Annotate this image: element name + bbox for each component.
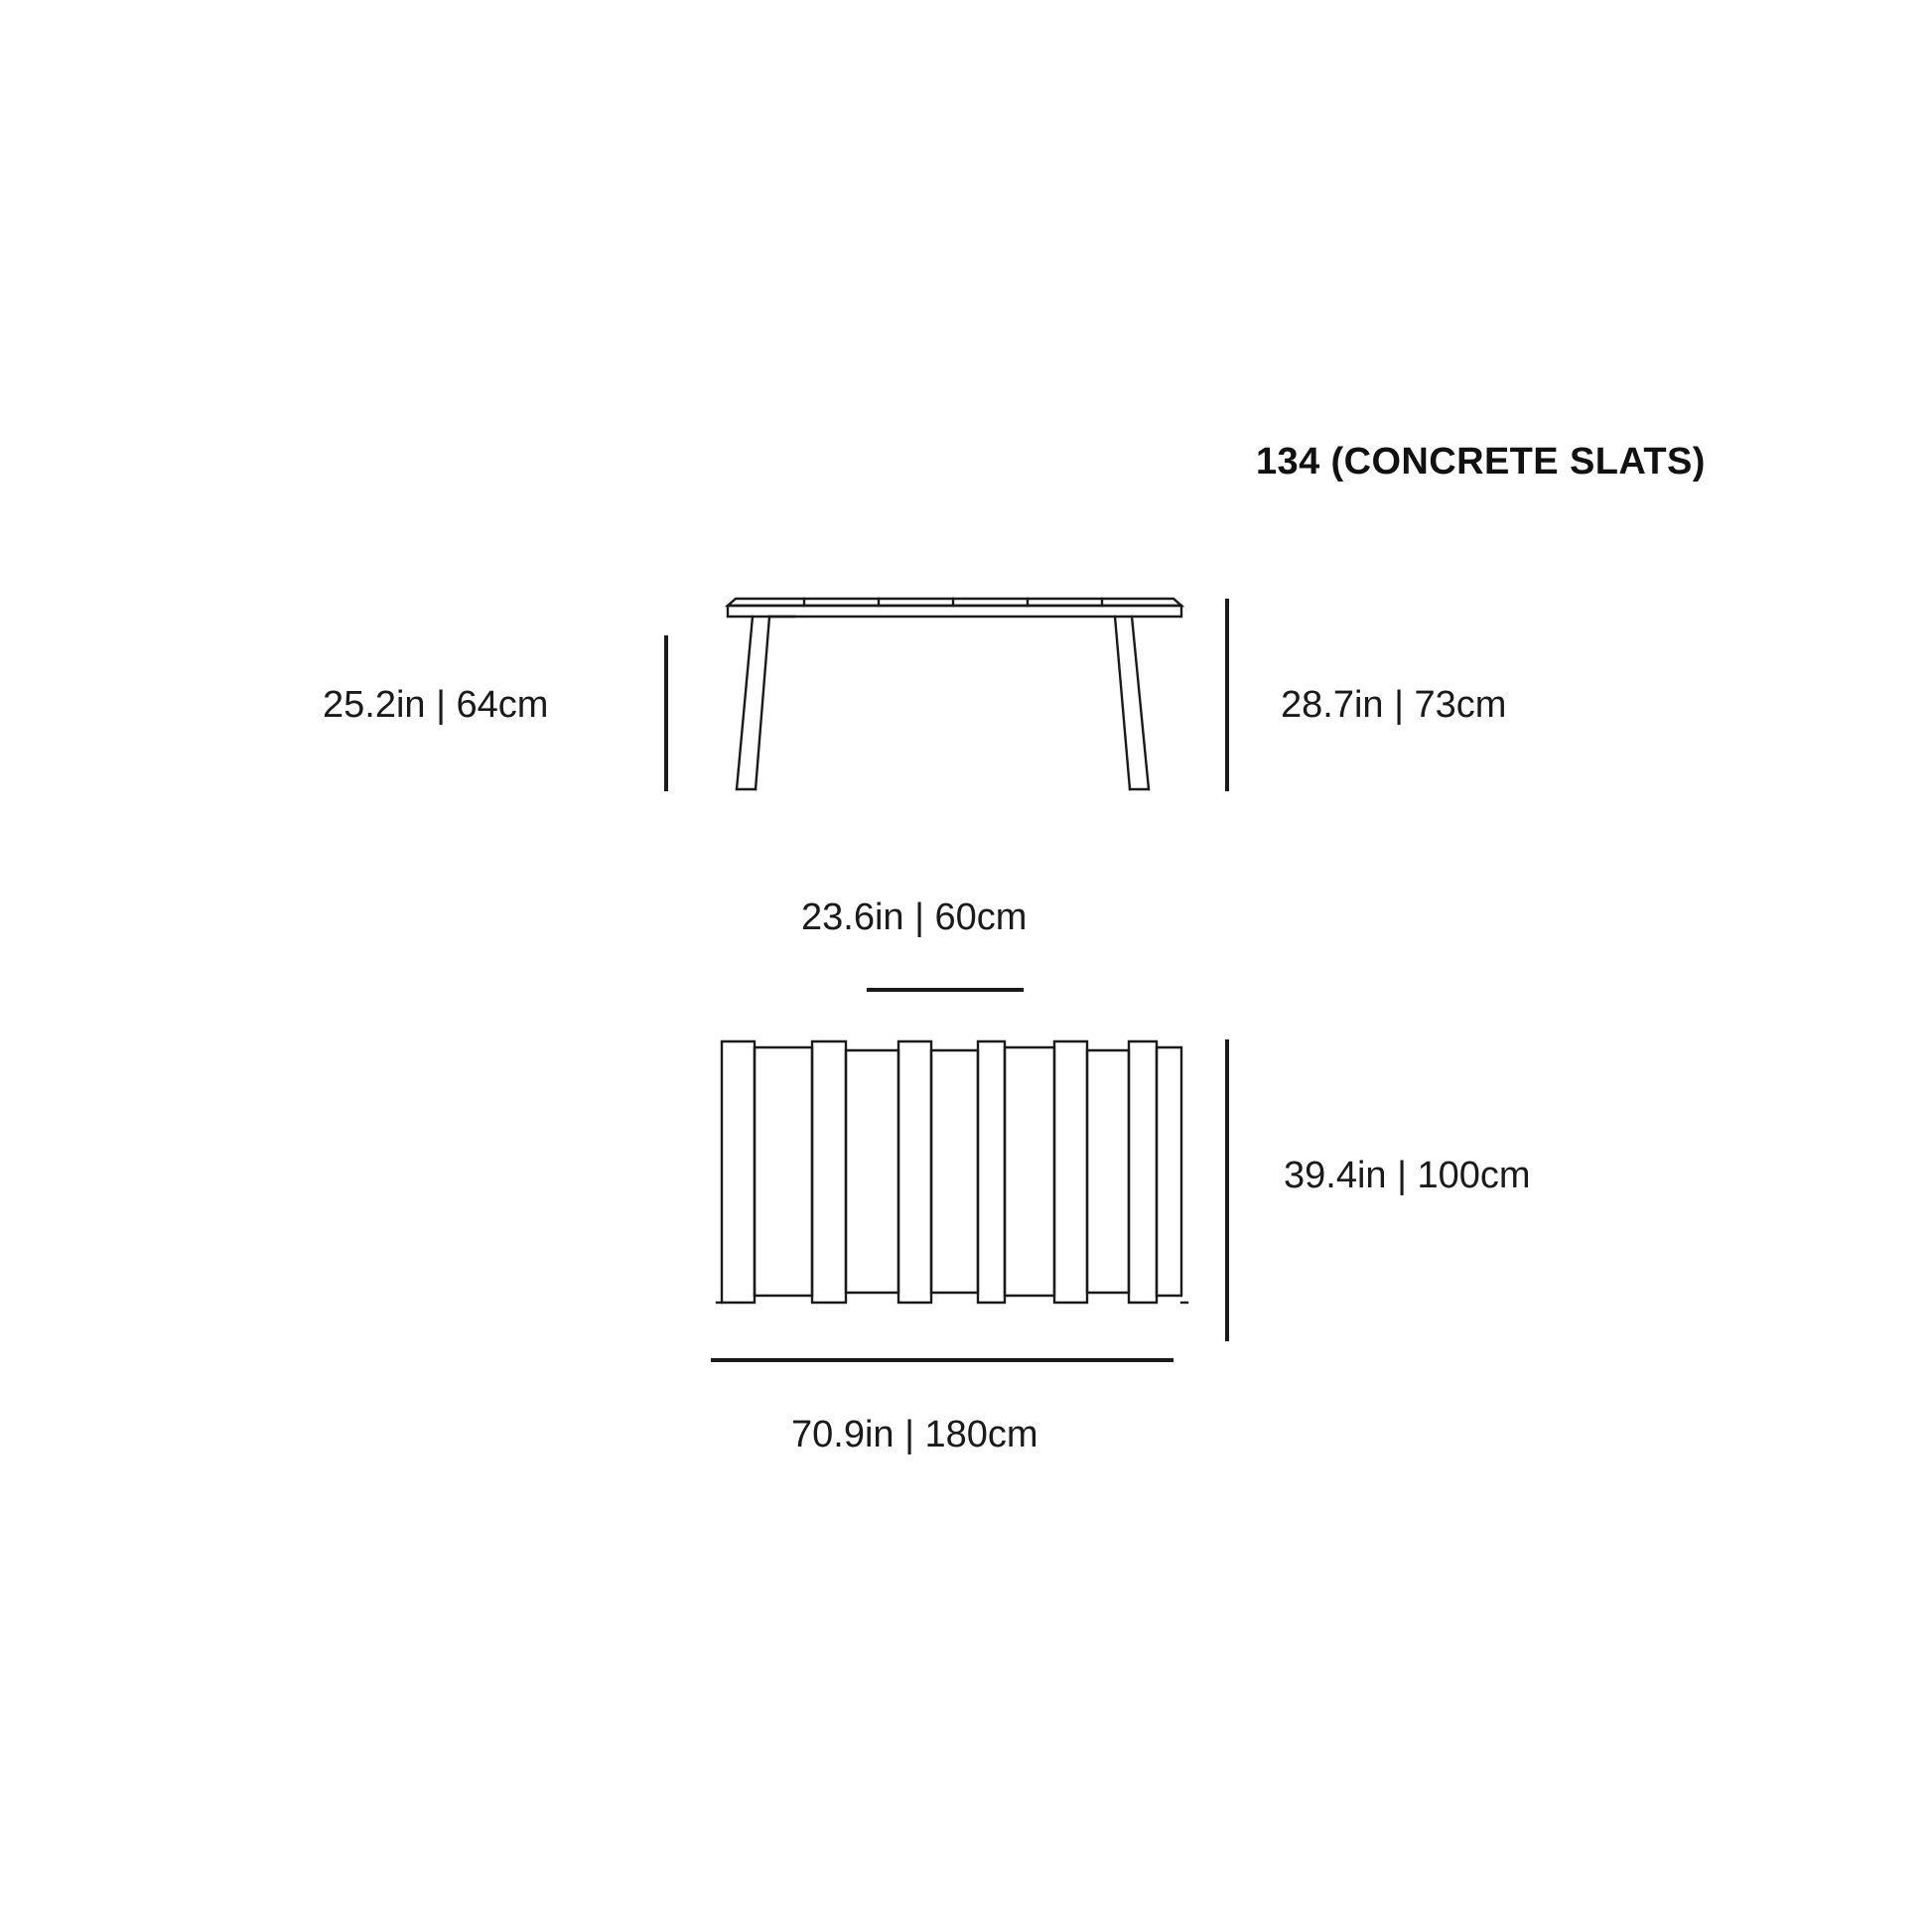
page-title: 134 (CONCRETE SLATS) (1256, 441, 1706, 483)
dimension-label-width-plan: 70.9in | 180cm (791, 1414, 1038, 1455)
table-elevation-view (728, 599, 1181, 789)
dimension-label-height-total: 28.7in | 73cm (1281, 684, 1507, 726)
dimension-label-height-clearance: 25.2in | 64cm (323, 684, 549, 726)
table-plan-view (717, 1041, 1187, 1303)
dimension-label-depth-top: 23.6in | 60cm (801, 897, 1028, 938)
dimension-label-depth-plan: 39.4in | 100cm (1284, 1155, 1531, 1196)
